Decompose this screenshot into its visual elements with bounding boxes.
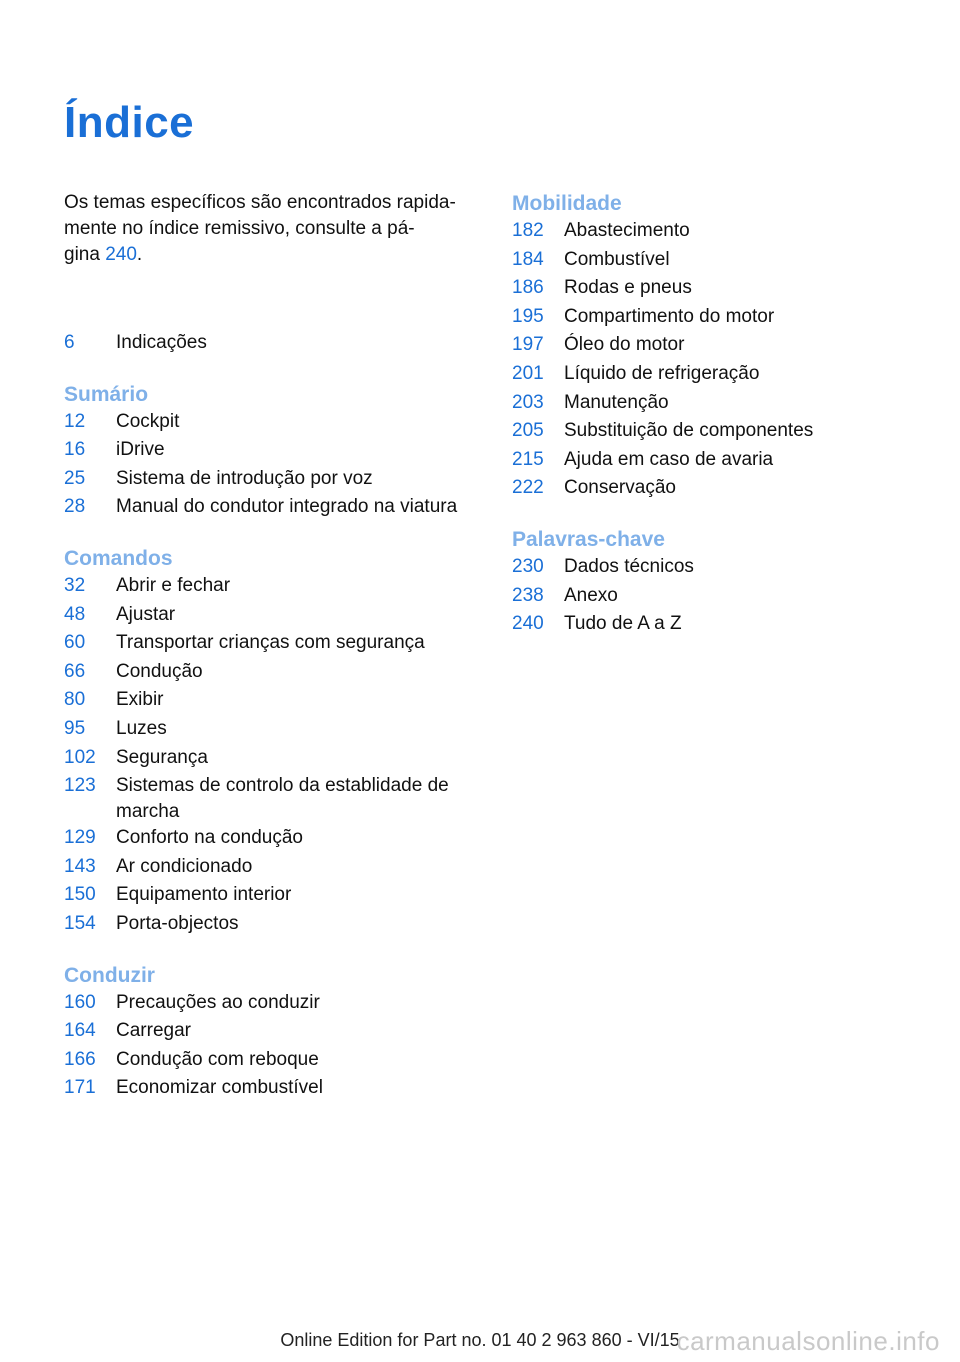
toc-page-number: 166 (64, 1048, 96, 1070)
toc-section (64, 545, 484, 940)
toc-page-number: 154 (64, 912, 96, 934)
toc-page-number: 215 (512, 448, 544, 470)
toc-entry-label: Equipamento interior (116, 884, 292, 906)
toc-entry[interactable] (512, 611, 932, 640)
toc-entry[interactable] (64, 573, 484, 602)
toc-entry[interactable] (64, 882, 484, 911)
toc-entry[interactable] (512, 304, 932, 333)
right-column (512, 190, 932, 662)
toc-entry-label: Conservação (564, 477, 676, 499)
section-heading: Mobilidade (512, 192, 622, 215)
toc-page-number: 25 (64, 467, 86, 489)
toc-entry-label: Exibir (116, 689, 164, 711)
toc-section (512, 526, 932, 640)
page-title: Índice (64, 98, 195, 147)
toc-entry-label: Compartimento do motor (564, 305, 775, 327)
toc-page-number: 143 (64, 855, 96, 877)
toc-entry-label: Ar condicionado (116, 855, 253, 877)
toc-page-number: 205 (512, 420, 544, 442)
intro-line-2: mente no índice remissivo, consulte a pá- (64, 218, 415, 239)
toc-page-number: 203 (512, 391, 544, 413)
toc-entry-label: Ajustar (116, 603, 176, 625)
toc-entry[interactable] (64, 494, 484, 523)
toc-entry[interactable] (512, 332, 932, 361)
toc-page-number: 16 (64, 439, 86, 461)
toc-section (64, 962, 484, 1104)
toc-entry-label: Condução com reboque (116, 1048, 319, 1070)
toc-page-number: 48 (64, 603, 86, 625)
toc-entry[interactable] (512, 361, 932, 390)
toc-page-number: 60 (64, 632, 86, 654)
toc-entry[interactable] (512, 475, 932, 504)
toc-entry-label: Anexo (564, 584, 618, 606)
right-sections (512, 190, 932, 640)
toc-entry-label: Ajuda em caso de avaria (564, 448, 774, 470)
top-entry-section (64, 330, 484, 359)
toc-page-number: 186 (512, 277, 544, 299)
toc-page-number: 80 (64, 689, 86, 711)
toc-page-number: 164 (64, 1020, 96, 1042)
toc-entry-label: Transportar crianças com segurança (116, 632, 425, 654)
toc-page-number: 184 (512, 248, 544, 270)
toc-entry[interactable] (64, 716, 484, 745)
watermark: carmanualsonline.info (676, 1326, 940, 1356)
index-page-link[interactable]: 240 (105, 244, 137, 265)
toc-entry[interactable] (512, 583, 932, 612)
section-heading: Conduzir (64, 963, 155, 987)
toc-page-number: 201 (512, 362, 544, 384)
toc-entry[interactable] (512, 554, 932, 583)
toc-page-number: 240 (512, 613, 544, 635)
toc-page-number: 12 (64, 410, 86, 432)
toc-entry[interactable] (64, 602, 484, 631)
toc-entry[interactable] (64, 630, 484, 659)
toc-entry-label: Abastecimento (564, 220, 690, 241)
toc-entry[interactable] (64, 1047, 484, 1076)
toc-entry[interactable] (512, 247, 932, 276)
intro-line-1: Os temas específicos são encontrados rapida- (64, 192, 456, 213)
toc-entry[interactable] (64, 1075, 484, 1104)
intro-line-3: gina (64, 244, 100, 265)
toc-page-number: 160 (64, 991, 96, 1013)
toc-page-number: 6 (64, 332, 75, 353)
edition-text: Online Edition for Part no. 01 40 2 963 860 - VI/15 (280, 1330, 680, 1350)
toc-entry-label: Manual do condutor integrado na viatura (116, 496, 458, 518)
toc-entry-label: Carregar (116, 1020, 191, 1042)
toc-entry-label: Porta-objectos (116, 912, 239, 934)
toc-page-number: 171 (64, 1077, 96, 1099)
toc-entry-label: Conforto na condução (116, 827, 303, 849)
intro-paragraph (64, 190, 484, 268)
toc-page-number: 95 (64, 717, 86, 739)
toc-page-number: 66 (64, 660, 86, 682)
toc-page-number: 230 (512, 555, 544, 577)
section-heading: Palavras-chave (512, 527, 665, 551)
toc-entry-label: iDrive (116, 439, 165, 461)
toc-entry[interactable] (64, 437, 484, 466)
toc-entry[interactable] (64, 825, 484, 854)
toc-entry[interactable] (64, 687, 484, 716)
toc-entry[interactable] (512, 418, 932, 447)
toc-page-number: 123 (64, 775, 96, 797)
toc-page-number: 28 (64, 496, 86, 518)
toc-entry-label: Sistema de introdução por voz (116, 467, 373, 489)
toc-entry-label: Segurança (116, 746, 208, 768)
left-column (64, 190, 484, 1126)
toc-entry[interactable] (512, 447, 932, 476)
toc-entry-label: Dados técnicos (564, 555, 694, 577)
toc-entry-label: Rodas e pneus (564, 277, 692, 299)
toc-entry[interactable] (64, 990, 484, 1019)
toc-entry-label: Economizar combustível (116, 1077, 323, 1099)
toc-entry-label: Óleo do motor (564, 334, 685, 356)
toc-entry-label: Sistemas de controlo da establidade de marcha (116, 775, 449, 823)
toc-entry-label: Líquido de refrigeração (564, 362, 760, 384)
toc-entry[interactable] (64, 911, 484, 940)
toc-entry[interactable] (512, 390, 932, 419)
section-heading: Comandos (64, 546, 173, 570)
toc-entry-label: Tudo de A a Z (564, 613, 682, 635)
toc-entry[interactable] (64, 854, 484, 883)
toc-entry-label: Indicações (116, 332, 207, 353)
intro-end: . (136, 244, 143, 265)
toc-entry[interactable] (64, 659, 484, 688)
toc-page-number: 195 (512, 305, 544, 327)
toc-entry[interactable] (512, 218, 932, 247)
toc-entry-label: Combustível (564, 248, 670, 270)
toc-entry-label: Cockpit (116, 410, 180, 432)
toc-entry-label: Abrir e fechar (116, 574, 231, 596)
toc-page-number: 150 (64, 884, 96, 906)
toc-page-number: 197 (512, 334, 544, 356)
toc-page-number: 182 (512, 220, 544, 241)
toc-entry-label: Manutenção (564, 391, 669, 413)
toc-page-number: 102 (64, 746, 96, 768)
toc-page-number: 238 (512, 584, 544, 606)
toc-entry[interactable] (512, 275, 932, 304)
section-heading: Sumário (64, 382, 149, 406)
toc-page-number: 222 (512, 477, 544, 499)
toc-entry[interactable] (64, 745, 484, 774)
toc-entry[interactable] (64, 773, 484, 825)
toc-page-number: 129 (64, 827, 96, 849)
toc-entry[interactable] (64, 466, 484, 495)
toc-page-number: 32 (64, 574, 86, 596)
toc-entry[interactable] (64, 1018, 484, 1047)
left-sections (64, 381, 484, 1104)
toc-entry-label: Condução (116, 660, 203, 682)
toc-entry-label: Substituição de componentes (564, 420, 814, 442)
toc-entry[interactable] (64, 330, 484, 359)
toc-section (512, 190, 932, 504)
toc-entry[interactable] (64, 409, 484, 438)
toc-entry-label: Luzes (116, 717, 167, 739)
toc-entry-label: Precauções ao conduzir (116, 991, 320, 1013)
toc-section (64, 381, 484, 523)
